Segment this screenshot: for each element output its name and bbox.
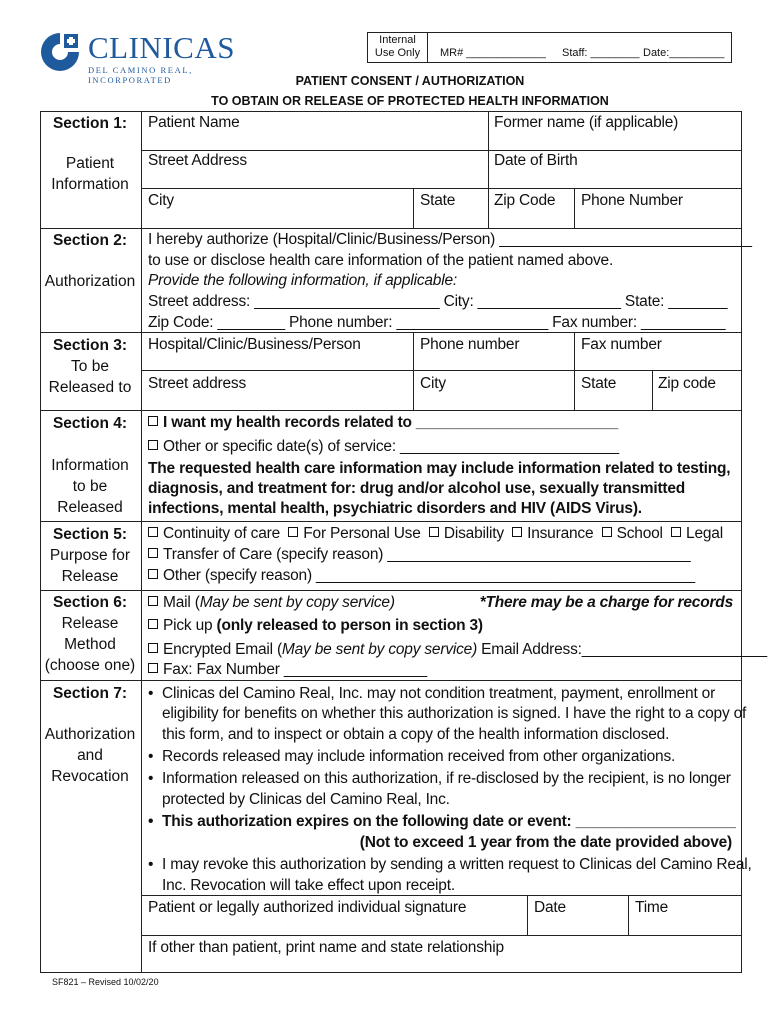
recipient-fax-field[interactable]: Fax number	[581, 336, 662, 353]
section5-sub-2: Release	[61, 568, 119, 585]
expiration-field[interactable]: This authorization expires on the following date or event: ___________________	[162, 813, 736, 830]
section6-sub: Release	[61, 615, 119, 632]
section4-sub-2: to be	[72, 478, 108, 495]
internal-use-box	[367, 32, 732, 63]
brand-name: CLINICAS	[88, 30, 235, 65]
disclose-text: to use or disclose health care information of the patient named above.	[148, 252, 614, 269]
checkbox[interactable]	[512, 527, 522, 537]
bullet-icon: •	[148, 856, 154, 873]
expiration-note: (Not to exceed 1 year from the date provided above)	[359, 834, 732, 851]
zip-phone-fax-line[interactable]: Zip Code: ________ Phone number: __________________ Fax number: __________	[148, 314, 726, 331]
checkbox[interactable]	[671, 527, 681, 537]
revocation-text: I may revoke this authorization by sending a written request to Clinicas del Camino Real,	[162, 856, 752, 873]
relationship-field[interactable]: If other than patient, print name and state relationship	[148, 939, 504, 956]
personal-use-option[interactable]: For Personal Use	[288, 525, 420, 542]
checkbox[interactable]	[429, 527, 439, 537]
bullet-icon: •	[148, 770, 154, 787]
records-info-text: Records released may include information received from other organizations.	[162, 748, 676, 765]
email-option[interactable]: Encrypted Email (May be sent by copy service) Email Address:______________________	[148, 640, 767, 660]
condition-text-2: eligibility for benefits on whether this authorization is signed. I have the right to a copy of	[162, 705, 747, 722]
dob-field[interactable]: Date of Birth	[494, 152, 578, 169]
redisclosure-text: Information released on this authorization, if re-disclosed by the recipient, is no longer	[162, 770, 731, 787]
mr-field[interactable]: MR# _____________	[440, 47, 546, 59]
checkbox[interactable]	[148, 569, 158, 579]
logo-mark-icon	[38, 30, 82, 74]
checkbox[interactable]	[148, 527, 158, 537]
authorize-line[interactable]: I hereby authorize (Hospital/Clinic/Business/Person) ______________________________	[148, 231, 752, 248]
section6-sub-2: Method	[64, 636, 116, 653]
address-line[interactable]: Street address: ______________________ City: _________________ State: _______	[148, 293, 728, 310]
checkbox[interactable]	[148, 416, 158, 426]
insurance-option[interactable]: Insurance	[512, 525, 593, 542]
section6-label: Section 6:	[52, 594, 128, 611]
condition-text: Clinicas del Camino Real, Inc. may not condition treatment, payment, enrollment or	[162, 685, 716, 702]
section7-label: Section 7:	[52, 685, 128, 702]
section3-sub: To be	[71, 358, 109, 375]
section4-sub-3: Released	[57, 499, 123, 516]
checkbox[interactable]	[148, 643, 158, 653]
section3-label: Section 3:	[52, 337, 128, 354]
zip-field[interactable]: Zip Code	[494, 192, 556, 209]
internal-label-2: Use Only	[374, 47, 421, 59]
checkbox[interactable]	[288, 527, 298, 537]
page-title: PATIENT CONSENT / AUTHORIZATION	[295, 74, 525, 88]
section3-sub-2: Released to	[48, 379, 132, 396]
checkbox[interactable]	[602, 527, 612, 537]
form-id: SF821 – Revised 10/02/20	[52, 977, 159, 987]
section5-sub: Purpose for	[49, 547, 131, 564]
signature-field[interactable]: Patient or legally authorized individual signature	[148, 899, 467, 916]
street-address-field[interactable]: Street Address	[148, 152, 247, 169]
redisclosure-text-2: protected by Clinicas del Camino Real, Inc.	[162, 791, 450, 808]
sensitive-info-note-2: diagnosis, and treatment for: drug and/or alcohol use, sexually transmitted	[148, 480, 686, 497]
checkbox[interactable]	[148, 619, 158, 629]
section2-sub: Authorization	[44, 273, 136, 290]
section5-label: Section 5:	[52, 526, 128, 543]
signature-time-field[interactable]: Time	[635, 899, 669, 916]
patient-name-field[interactable]: Patient Name	[148, 114, 240, 131]
bullet-icon: •	[148, 748, 154, 765]
continuity-option[interactable]: Continuity of care	[148, 525, 280, 542]
section7-sub-3: Revocation	[51, 768, 129, 785]
fax-option[interactable]: Fax: Fax Number _________________	[148, 660, 427, 680]
transfer-option[interactable]: Transfer of Care (specify reason) ____________________________________	[148, 545, 690, 565]
clinicas-logo	[38, 30, 238, 85]
section1-sub: Patient	[65, 155, 115, 172]
date-field[interactable]: Date:_________	[643, 47, 725, 59]
section1-sub-2: Information	[51, 176, 129, 193]
recipient-city-field[interactable]: City	[420, 375, 446, 392]
charge-note: *There may be a charge for records	[479, 594, 733, 611]
recipient-zip-field[interactable]: Zip code	[658, 375, 716, 392]
state-field[interactable]: State	[420, 192, 456, 209]
page-subtitle: TO OBTAIN OR RELEASE OF PROTECTED HEALTH INFORMATION	[211, 94, 609, 108]
phone-field[interactable]: Phone Number	[581, 192, 683, 209]
condition-text-3: this form, and to inspect or obtain a copy of the health information disclosed.	[162, 726, 670, 743]
legal-option[interactable]: Legal	[671, 525, 723, 542]
staff-field[interactable]: Staff: ________	[562, 47, 640, 59]
checkbox[interactable]	[148, 548, 158, 558]
recipient-name-field[interactable]: Hospital/Clinic/Business/Person	[148, 336, 361, 353]
recipient-phone-field[interactable]: Phone number	[420, 336, 520, 353]
bullet-icon: •	[148, 813, 154, 830]
former-name-field[interactable]: Former name (if applicable)	[494, 114, 679, 131]
other-reason-option[interactable]: Other (specify reason) _____________________________________________	[148, 566, 695, 586]
disability-option[interactable]: Disability	[429, 525, 504, 542]
provide-info-text: Provide the following information, if applicable:	[148, 272, 457, 289]
recipient-street-field[interactable]: Street address	[148, 375, 247, 392]
records-related-option[interactable]: I want my health records related to ________________________	[148, 413, 618, 433]
checkbox[interactable]	[148, 440, 158, 450]
other-dates-option[interactable]: Other or specific date(s) of service: __________________________	[148, 437, 619, 457]
signature-date-field[interactable]: Date	[534, 899, 566, 916]
sensitive-info-note-3: infections, mental health, psychiatric disorders and HIV (AIDS Virus).	[148, 500, 642, 517]
internal-label: Internal	[379, 34, 416, 46]
section2-label: Section 2:	[52, 232, 128, 249]
section4-label: Section 4:	[52, 415, 128, 432]
section6-sub-3: (choose one)	[44, 657, 136, 674]
brand-subtitle: DEL CAMINO REAL, INCORPORATED	[88, 65, 193, 85]
checkbox[interactable]	[148, 596, 158, 606]
section4-sub: Information	[51, 457, 129, 474]
section7-sub: Authorization	[44, 726, 136, 743]
revocation-text-2: Inc. Revocation will take effect upon receipt.	[162, 877, 455, 894]
section1-label: Section 1:	[52, 115, 128, 132]
sensitive-info-note: The requested health care information may include information related to testing,	[148, 460, 731, 477]
checkbox[interactable]	[148, 663, 158, 673]
bullet-icon: •	[148, 685, 154, 702]
recipient-state-field[interactable]: State	[581, 375, 617, 392]
city-field[interactable]: City	[148, 192, 174, 209]
section7-sub-2: and	[77, 747, 103, 764]
school-option[interactable]: School	[602, 525, 663, 542]
pickup-option[interactable]: Pick up (only released to person in section 3)	[148, 616, 483, 636]
purpose-options-row	[148, 524, 723, 544]
mail-option[interactable]: Mail (May be sent by copy service)	[148, 593, 395, 613]
